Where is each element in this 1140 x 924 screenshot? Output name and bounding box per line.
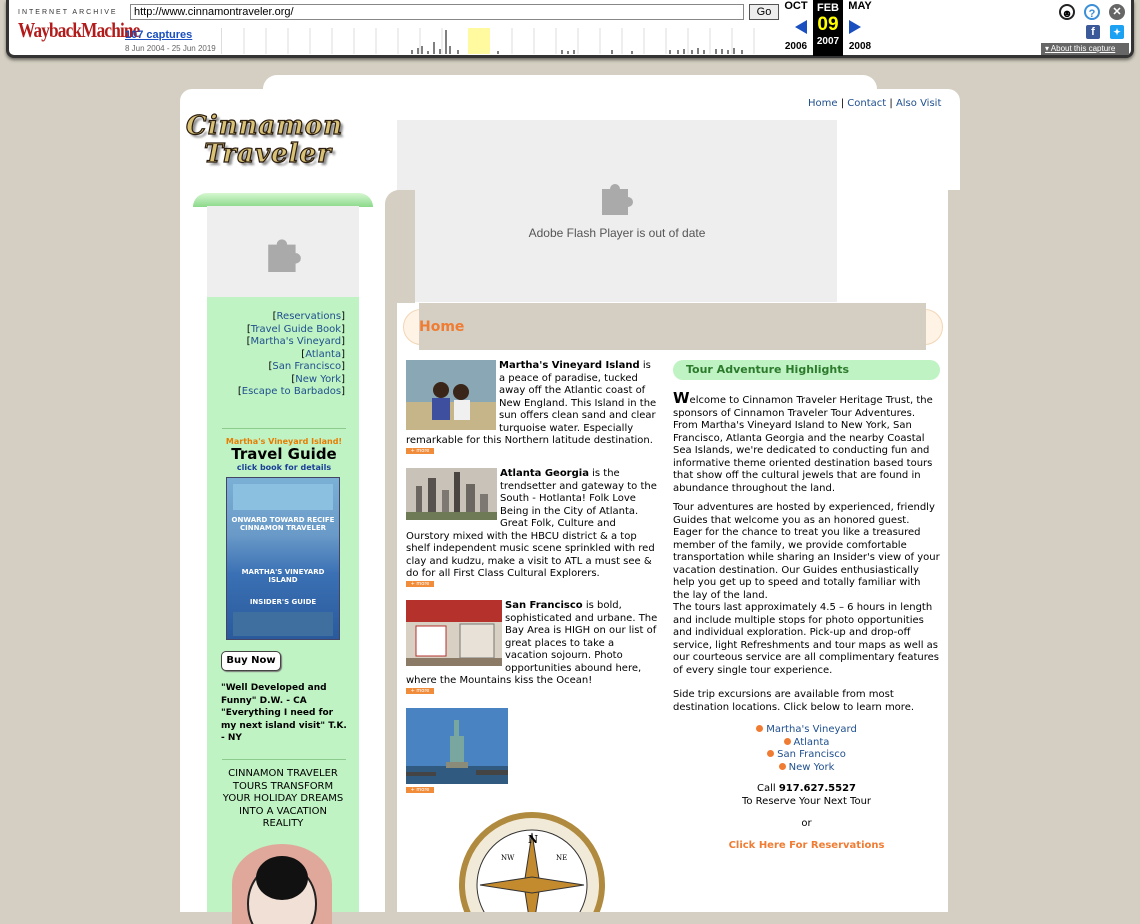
mv-photo[interactable] <box>406 360 496 430</box>
sf-text: is bold, sophisticated and urbane. The Bay Area is HIGH on our list of great places to take a vacation sojourn. Photo opportunities abound here, where the Mountains kiss the Ocean! <box>406 600 658 686</box>
book-photo-top <box>233 484 334 510</box>
dest-link-atlanta[interactable]: Atlanta <box>793 736 830 748</box>
next-year[interactable]: 2008 <box>848 41 872 52</box>
highlights-p1-text: elcome to Cinnamon Traveler Heritage Trust, the sponsors of Cinnamon Traveler Tour Adventures. From Martha's Vineyard Island to New York, San Francisco, Atlanta Georgia and the nearby Coastal Sea Islands, we're dedicated to conducting fun and informative theme oriented destination based tours that show off the cultural jewels that are found in abundance throughout the land. <box>673 395 933 494</box>
book-line-2: CINNAMON TRAVELER <box>239 524 327 532</box>
atl-photo[interactable] <box>406 468 497 520</box>
sidebar-link-san-francisco[interactable]: San Francisco <box>272 361 342 372</box>
current-day: 09 <box>817 14 839 35</box>
close-icon[interactable]: ✕ <box>1109 4 1125 20</box>
user-icon[interactable]: ☻ <box>1059 4 1075 20</box>
more-button-ny[interactable]: + more <box>406 787 434 793</box>
url-input[interactable]: http://www.cinnamontraveler.org/ <box>130 4 744 20</box>
phone-number: 917.627.5527 <box>778 783 857 794</box>
plugin-puzzle-icon <box>264 232 304 272</box>
twitter-icon[interactable]: ✦ <box>1110 25 1124 39</box>
atl-block <box>406 468 662 581</box>
current-year: 2007 <box>816 36 840 47</box>
highlights-p2: Tour adventures are hosted by experienced, friendly Guides that welcome you as an honored guest. Eager for the chance to treat you like a treasured member of the family, we provide comfortable transportation while sharing an Insider's view of your vacation destination. Our Guides enthusiastically help you get up to speed and totally familiar with the lay of the land. <box>673 502 940 601</box>
highlights-p1 <box>673 389 940 495</box>
ny-photo[interactable] <box>406 708 508 784</box>
mv-name: Martha's Vineyard Island <box>499 360 640 371</box>
svg-text:N: N <box>528 833 539 846</box>
sidebar-flash-placeholder[interactable] <box>207 206 359 297</box>
dest-link-new-york[interactable]: New York <box>788 761 835 773</box>
help-icon[interactable]: ? <box>1084 4 1100 20</box>
home-title-strip <box>419 303 926 350</box>
quote-2: "Everything I need for my next island visit" T.K. - NY <box>221 708 347 743</box>
quote-1: "Well Developed and Funny" D.W. - CA <box>221 683 327 706</box>
compass-image <box>446 805 618 912</box>
captures-link[interactable]: 107 captures <box>125 29 193 41</box>
bullet-icon <box>767 750 774 757</box>
sidebar-link-new-york[interactable]: New York <box>295 373 342 385</box>
sidebar-link-travel-guide[interactable]: Travel Guide Book <box>250 323 342 335</box>
sidebar-divider <box>222 428 346 429</box>
portrait-figure <box>232 844 332 924</box>
guide-sub: click book for details <box>236 463 332 472</box>
flash-message: Adobe Flash Player is out of date <box>528 226 706 240</box>
nav-contact-link[interactable]: Contact <box>847 98 887 109</box>
portrait-image <box>232 844 332 924</box>
current-capture <box>813 0 843 56</box>
prev-capture-arrow-icon[interactable] <box>795 20 807 34</box>
sidebar-top-cap <box>193 193 373 207</box>
go-button[interactable]: Go <box>749 4 779 20</box>
sidebar-link-reservations[interactable]: Reservations <box>276 311 342 322</box>
or-text: or <box>801 818 812 829</box>
call-line <box>673 783 940 796</box>
facebook-icon[interactable]: f <box>1086 25 1100 39</box>
travel-guide-promo[interactable] <box>222 437 346 472</box>
plugin-puzzle-icon <box>598 177 636 215</box>
svg-text:NE: NE <box>556 854 568 862</box>
capture-sparkline[interactable] <box>221 28 779 54</box>
dest-link-san-francisco[interactable]: San Francisco <box>777 749 846 760</box>
wayback-logo[interactable]: WaybackMachine <box>18 18 140 42</box>
site-logo[interactable] <box>186 112 378 174</box>
sf-photo[interactable] <box>406 600 502 666</box>
more-button-atl[interactable]: + more <box>406 581 434 587</box>
destination-list <box>673 724 940 774</box>
book-line-4: ISLAND <box>268 576 298 584</box>
nav-home-link[interactable]: Home <box>808 98 838 109</box>
current-month: FEB <box>817 2 839 14</box>
sidebar-link-barbados[interactable]: Escape to Barbados <box>241 386 342 397</box>
sf-name: San Francisco <box>505 600 583 611</box>
nav-separator: | <box>840 98 845 109</box>
book-photo-bottom <box>233 612 334 636</box>
buy-now-button[interactable]: Buy Now <box>221 651 281 671</box>
guide-kicker: Martha's Vineyard Island! <box>225 437 343 446</box>
guide-book-cover[interactable] <box>226 477 340 640</box>
book-line-5: INSIDER'S GUIDE <box>249 598 317 606</box>
highlights-title: Tour Adventure Highlights <box>686 363 850 376</box>
dropcap: W <box>673 389 690 407</box>
sf-block <box>406 600 658 688</box>
testimonials <box>221 682 351 745</box>
mv-block <box>406 360 658 448</box>
prev-year[interactable]: 2006 <box>784 41 808 52</box>
bullet-icon <box>756 725 763 732</box>
ia-label: INTERNET ARCHIVE <box>18 9 118 16</box>
reservations-link[interactable]: Click Here For Reservations <box>728 840 885 851</box>
page-title: Home <box>419 319 465 335</box>
mv-text: is a peace of paradise, tucked away off the Atlantic coast of New England. This Island in the sun offers clean sand and clear turquoise water. Especially remarkable for this Northern latitude destination. <box>406 360 657 446</box>
about-capture-label: About this capture <box>1050 44 1116 53</box>
svg-text:NW: NW <box>501 854 515 862</box>
logo-line-1: Cinnamon <box>186 111 343 141</box>
guide-title: Travel Guide <box>231 445 337 463</box>
call-label: Call <box>756 783 779 794</box>
dest-link-marthas-vineyard[interactable]: Martha's Vineyard <box>766 724 857 735</box>
flash-placeholder[interactable] <box>397 120 837 302</box>
nav-also-visit-link[interactable]: Also Visit <box>895 98 942 109</box>
next-month[interactable]: MAY <box>848 0 872 12</box>
top-nav <box>808 98 941 109</box>
wayback-toolbar <box>0 0 1140 62</box>
more-button-sf[interactable]: + more <box>406 688 434 694</box>
highlights-p3: The tours last approximately 4.5 – 6 hours in length and include multiple stops for photo opportunities and individual exploration. Pick-up and drop-off service, light Refreshments and tour maps as well as our courteous service are all complimentary features of every single tour experience. <box>673 602 940 676</box>
sidebar-link-marthas-vineyard[interactable]: Martha's Vineyard <box>250 336 342 347</box>
about-capture-link[interactable]: ▾ About this capture <box>1041 43 1129 55</box>
slogan: CINNAMON TRAVELER TOURS TRANSFORM YOUR HOLIDAY DREAMS INTO A VACATION REALITY <box>222 768 344 829</box>
next-capture-arrow-icon[interactable] <box>849 20 861 34</box>
right-gutter <box>948 190 960 912</box>
book-line-3: MARTHA'S VINEYARD <box>241 568 325 576</box>
book-line-1: ONWARD TOWARD RECIFE <box>231 516 335 524</box>
atl-name: Atlanta Georgia <box>500 468 589 479</box>
logo-line-2: Traveler <box>204 139 332 169</box>
bullet-icon <box>784 738 791 745</box>
more-button-mv[interactable]: + more <box>406 448 434 454</box>
sidebar-links: [Reservations] [Travel Guide Book] [Martha's Vineyard] [Atlanta] [San Francisco] [New York] [Escape to Barbados] <box>237 311 345 397</box>
right-lip <box>940 120 960 190</box>
bullet-icon <box>779 763 786 770</box>
reserve-line: To Reserve Your Next Tour <box>741 796 872 807</box>
prev-month[interactable]: OCT <box>784 0 808 12</box>
sidebar-divider <box>222 759 346 760</box>
nav-separator: | <box>889 98 893 109</box>
highlights-p4: Side trip excursions are available from most destination locations. Click below to learn more. <box>673 689 915 713</box>
atl-text: is the trendsetter and gateway to the South - Hotlanta! Folk Love Being in the City of Atlanta. Great Folk, Culture and Ourstory mixed with the HBCU district & a top shelf independent music scene sprinkled with red clay and kudzu, make a visit to ATL a must see & do for all First Class Cultural Explorers. <box>406 468 657 579</box>
capture-range: 8 Jun 2004 - 25 Jun 2019 <box>125 44 216 53</box>
sidebar-link-atlanta[interactable]: Atlanta <box>305 348 342 360</box>
